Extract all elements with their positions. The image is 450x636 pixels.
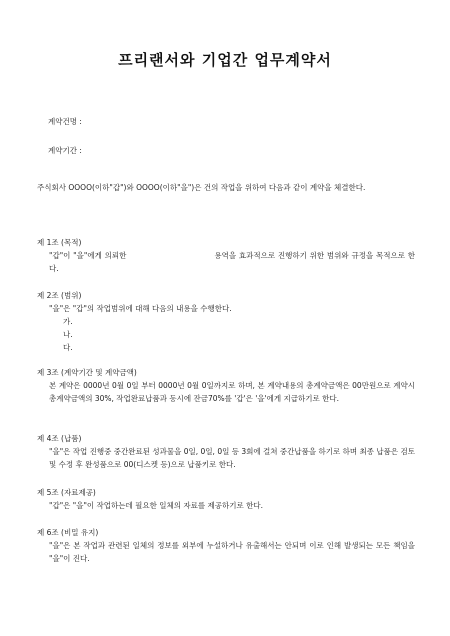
article-2-item: 나. xyxy=(63,330,73,339)
article-6-body: "을"은 본 작업과 관련된 일체의 정보를 외부에 누설하거나 유출해서는 안되며 이로 인해 발생되는 모든 책임을 "을"이 진다. xyxy=(49,541,415,563)
article-2-heading: 제 2조 (범위) xyxy=(37,291,82,300)
article-2-body: "을"은 "갑"의 작업범위에 대해 다음의 내용을 수행한다. xyxy=(49,304,232,313)
contract-period-field: 계약기간 : xyxy=(48,146,82,155)
article-4-body: "을"은 작업 진행중 중간완료된 성과물을 0일, 0일, 0일 등 3회에 걸쳐 중간납품을 하기로 하며 최종 납품은 검토 및 수정 후 완성품으로 00(디스켓 등)으로 납품키로 한다. xyxy=(49,447,415,469)
article-6 xyxy=(37,526,415,565)
article-2 xyxy=(37,289,415,354)
article-2-item: 다. xyxy=(63,343,73,352)
article-5-body: "갑"은 "을"이 작업하는데 필요한 일체의 자료를 제공하기로 한다. xyxy=(49,501,263,510)
article-5 xyxy=(37,486,415,512)
article-1-heading: 제 1조 (목적) xyxy=(37,238,82,247)
contract-name-field: 계약건명 : xyxy=(48,117,82,126)
article-1-body xyxy=(37,249,415,275)
article-4 xyxy=(37,432,415,471)
article-3 xyxy=(37,366,415,405)
article-5-heading: 제 5조 (자료제공) xyxy=(37,488,96,497)
article-1-body-part2: 용역을 효과적으로 진행하기 위한 범위와 규정을 목적으로 한다. xyxy=(49,251,415,273)
article-4-heading: 제 4조 (납품) xyxy=(37,434,82,443)
article-6-heading: 제 6조 (비밀 유지) xyxy=(37,528,99,537)
article-1-body-part1: "갑"이 "을"에게 의뢰한 xyxy=(49,251,127,260)
article-2-item: 가. xyxy=(63,317,73,326)
article-3-body: 본 계약은 0000년 0월 0일 부터 0000년 0월 0일까지로 하며, 본 계약내용의 총계약금액은 00만원으로 계약시 총계약금액의 30%, 작업완료납품과 동시에 잔금70%를 '갑'은 '을'에게 지급하기로 한다. xyxy=(49,381,415,403)
intro-paragraph: 주식회사 OOOO(이하"갑")와 OOOO(이하"을")은 건의 작업을 위하여 다음과 같이 계약을 체결한다. xyxy=(37,183,366,192)
document-title: 프리랜서와 기업간 업무계약서 xyxy=(118,51,332,69)
article-1 xyxy=(37,236,415,275)
article-3-heading: 제 3조 (계약기간 및 계약금액) xyxy=(37,368,137,377)
